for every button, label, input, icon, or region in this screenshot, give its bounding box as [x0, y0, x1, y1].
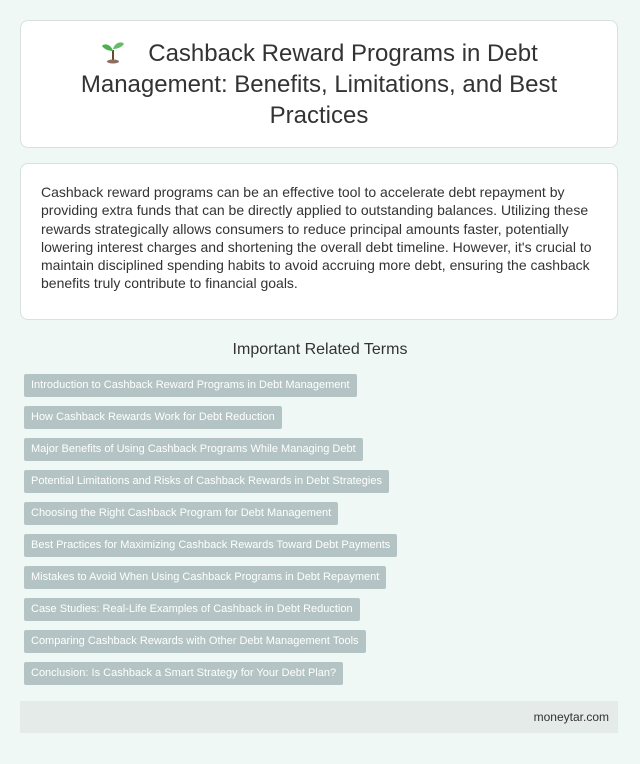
intro-card: [20, 163, 618, 320]
related-terms-list: [24, 374, 397, 694]
related-term-link[interactable]: Case Studies: Real-Life Examples of Cashback in Debt Reduction: [24, 598, 360, 621]
related-term-link[interactable]: Potential Limitations and Risks of Cashback Rewards in Debt Strategies: [24, 470, 389, 493]
related-term-link[interactable]: Choosing the Right Cashback Program for Debt Management: [24, 502, 338, 525]
sprout-icon: [100, 38, 126, 64]
footer-site-name[interactable]: moneytar.com: [533, 710, 609, 724]
related-term-link[interactable]: Best Practices for Maximizing Cashback Rewards Toward Debt Payments: [24, 534, 397, 557]
related-term-link[interactable]: Mistakes to Avoid When Using Cashback Programs in Debt Repayment: [24, 566, 386, 589]
related-term-link[interactable]: Conclusion: Is Cashback a Smart Strategy for Your Debt Plan?: [24, 662, 343, 685]
intro-text: Cashback reward programs can be an effective tool to accelerate debt repayment by providing extra funds that can be directly applied to outstanding balances. Utilizing these rewards strategically allows consumers to reduce principal amounts faster, potentially lowering interest charges and shortening the overall debt timeline. However, it's crucial to maintain disciplined spending habits to avoid accruing more debt, ensuring the cashback benefits truly contribute to financial goals.: [41, 184, 592, 292]
related-term-link[interactable]: How Cashback Rewards Work for Debt Reduction: [24, 406, 282, 429]
footer: [20, 701, 618, 733]
page-title: [54, 38, 584, 131]
related-term-link[interactable]: Comparing Cashback Rewards with Other Debt Management Tools: [24, 630, 366, 653]
related-term-link[interactable]: Major Benefits of Using Cashback Programs While Managing Debt: [24, 438, 363, 461]
title-card: [20, 20, 618, 148]
related-terms-heading: Important Related Terms: [232, 341, 408, 358]
related-term-link[interactable]: Introduction to Cashback Reward Programs in Debt Management: [24, 374, 357, 397]
page-title-text: Cashback Reward Programs in Debt Management: Benefits, Limitations, and Best Practices: [80, 39, 558, 129]
